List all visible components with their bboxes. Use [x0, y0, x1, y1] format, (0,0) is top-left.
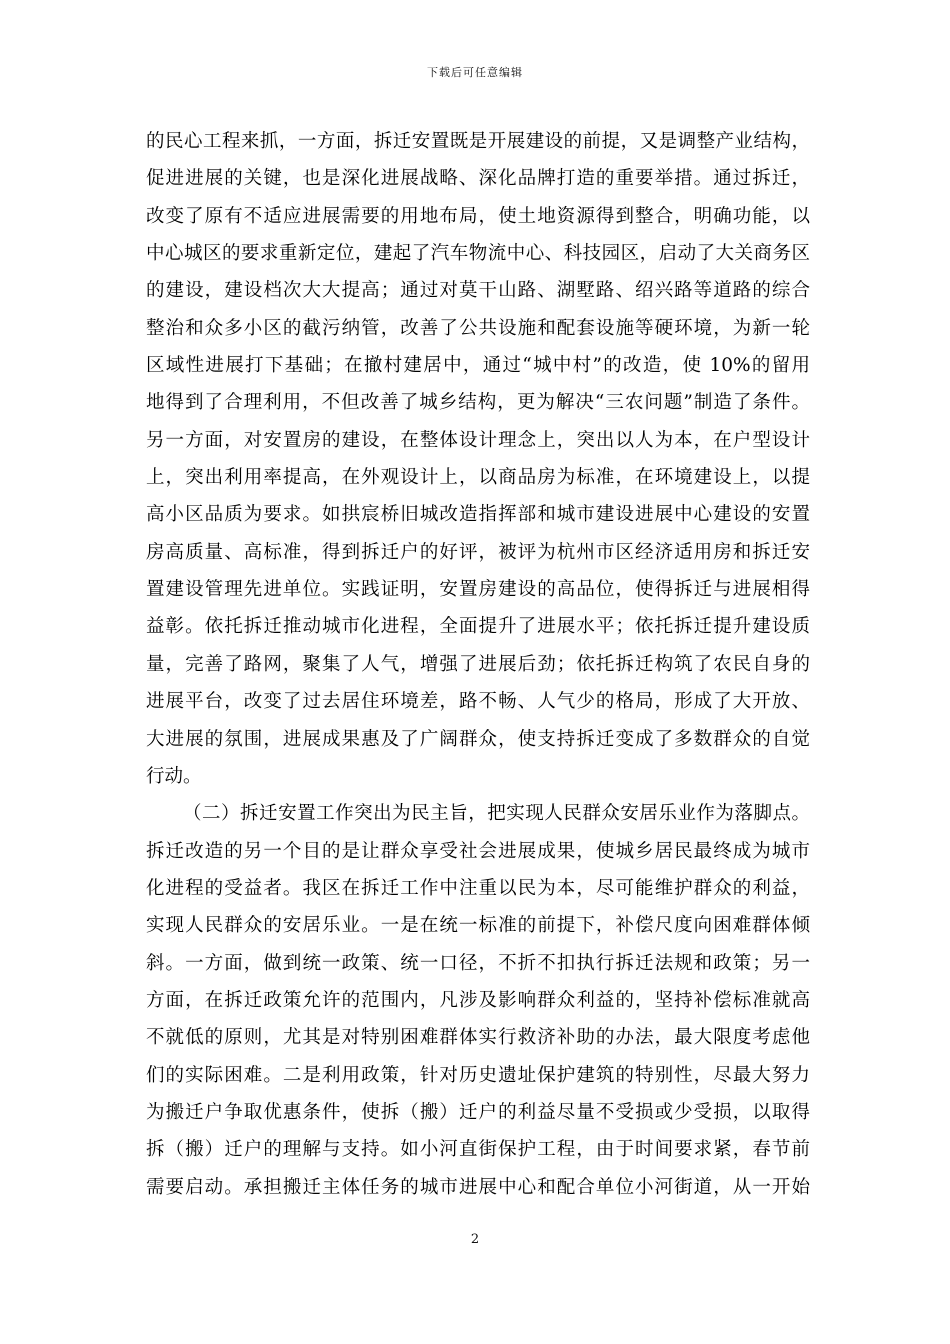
text-line-15: 量，完善了路网，聚集了人气，增强了进展后劲；依托拆迁构筑了农民自身的 — [146, 653, 810, 675]
text-line-12: 房高质量、高标准，得到拆迁户的好评，被评为杭州市区经济适用房和拆迁安 — [146, 541, 810, 563]
text-line-27: 为搬迁户争取优惠条件，使拆（搬）迁户的利益尽量不受损或少受损，以取得 — [146, 1101, 810, 1123]
text-line-9: 另一方面，对安置房的建设，在整体设计理念上，突出以人为本，在户型设计 — [146, 429, 810, 451]
text-line-13: 置建设管理先进单位。实践证明，安置房建设的高品位，使得拆迁与进展相得 — [146, 579, 810, 601]
text-line-22: 实现人民群众的安居乐业。一是在统一标准的前提下，补偿尺度向困难群体倾 — [146, 915, 810, 937]
text-line-3: 改变了原有不适应进展需要的用地布局，使土地资源得到整合，明确功能，以 — [146, 205, 810, 227]
text-line-2: 促进进展的关键，也是深化进展战略、深化品牌打造的重要举措。通过拆迁， — [146, 168, 810, 190]
text-line-8: 地得到了合理利用，不但改善了城乡结构，更为解决“三农问题”制造了条件。 — [146, 392, 810, 414]
text-line-10: 上，突出利用率提高，在外观设计上，以商品房为标准，在环境建设上，以提 — [146, 467, 810, 489]
text-line-23: 斜。一方面，做到统一政策、统一口径，不折不扣执行拆迁法规和政策；另一 — [146, 952, 810, 974]
text-line-26: 们的实际困难。二是利用政策，针对历史遗址保护建筑的特别性，尽最大努力 — [146, 1064, 810, 1086]
text-line-14: 益彰。依托拆迁推动城市化进程，全面提升了进展水平；依托拆迁提升建设质 — [146, 616, 810, 638]
text-line-18: 行动。 — [146, 765, 202, 787]
body-text — [146, 123, 810, 1206]
text-line-7: 区域性进展打下基础；在撤村建居中，通过“城中村”的改造，使 10%的留用 — [146, 355, 810, 377]
text-line-11: 高小区品质为要求。如拱宸桥旧城改造指挥部和城市建设进展中心建设的安置 — [146, 504, 810, 526]
text-line-29: 需要启动。承担搬迁主体任务的城市进展中心和配合单位小河街道，从一开始 — [146, 1176, 810, 1198]
text-line-16: 进展平台，改变了过去居住环境差，路不畅、人气少的格局，形成了大开放、 — [146, 691, 810, 713]
text-line-20: 拆迁改造的另一个目的是让群众享受社会进展成果，使城乡居民最终成为城市 — [146, 840, 810, 862]
text-line-17: 大进展的氛围，进展成果惠及了广阔群众，使支持拆迁变成了多数群众的自觉 — [146, 728, 810, 750]
text-line-25: 不就低的原则，尤其是对特别困难群体实行救济补助的办法，最大限度考虑他 — [146, 1027, 810, 1049]
page-number: 2 — [470, 1232, 480, 1247]
text-line-21: 化进程的受益者。我区在拆迁工作中注重以民为本，尽可能维护群众的利益， — [146, 877, 810, 899]
text-line-4: 中心城区的要求重新定位，建起了汽车物流中心、科技园区，启动了大关商务区 — [146, 243, 810, 265]
text-line-5: 的建设，建设档次大大提高；通过对莫干山路、湖墅路、绍兴路等道路的综合 — [146, 280, 810, 302]
text-line-24: 方面，在拆迁政策允许的范围内，凡涉及影响群众利益的，坚持补偿标准就高 — [146, 989, 810, 1011]
text-line-1: 的民心工程来抓，一方面，拆迁安置既是开展建设的前提，又是调整产业结构， — [146, 131, 810, 152]
text-line-6: 整治和众多小区的截污纳管，改善了公共设施和配套设施等硬环境，为新一轮 — [146, 317, 810, 339]
text-line-28: 拆（搬）迁户的理解与支持。如小河直街保护工程，由于时间要求紧，春节前 — [146, 1139, 810, 1161]
text-line-19: （二）拆迁安置工作突出为民主旨，把实现人民群众安居乐业作为落脚点。 — [183, 803, 810, 825]
header-note: 下载后可任意编辑 — [427, 66, 523, 79]
